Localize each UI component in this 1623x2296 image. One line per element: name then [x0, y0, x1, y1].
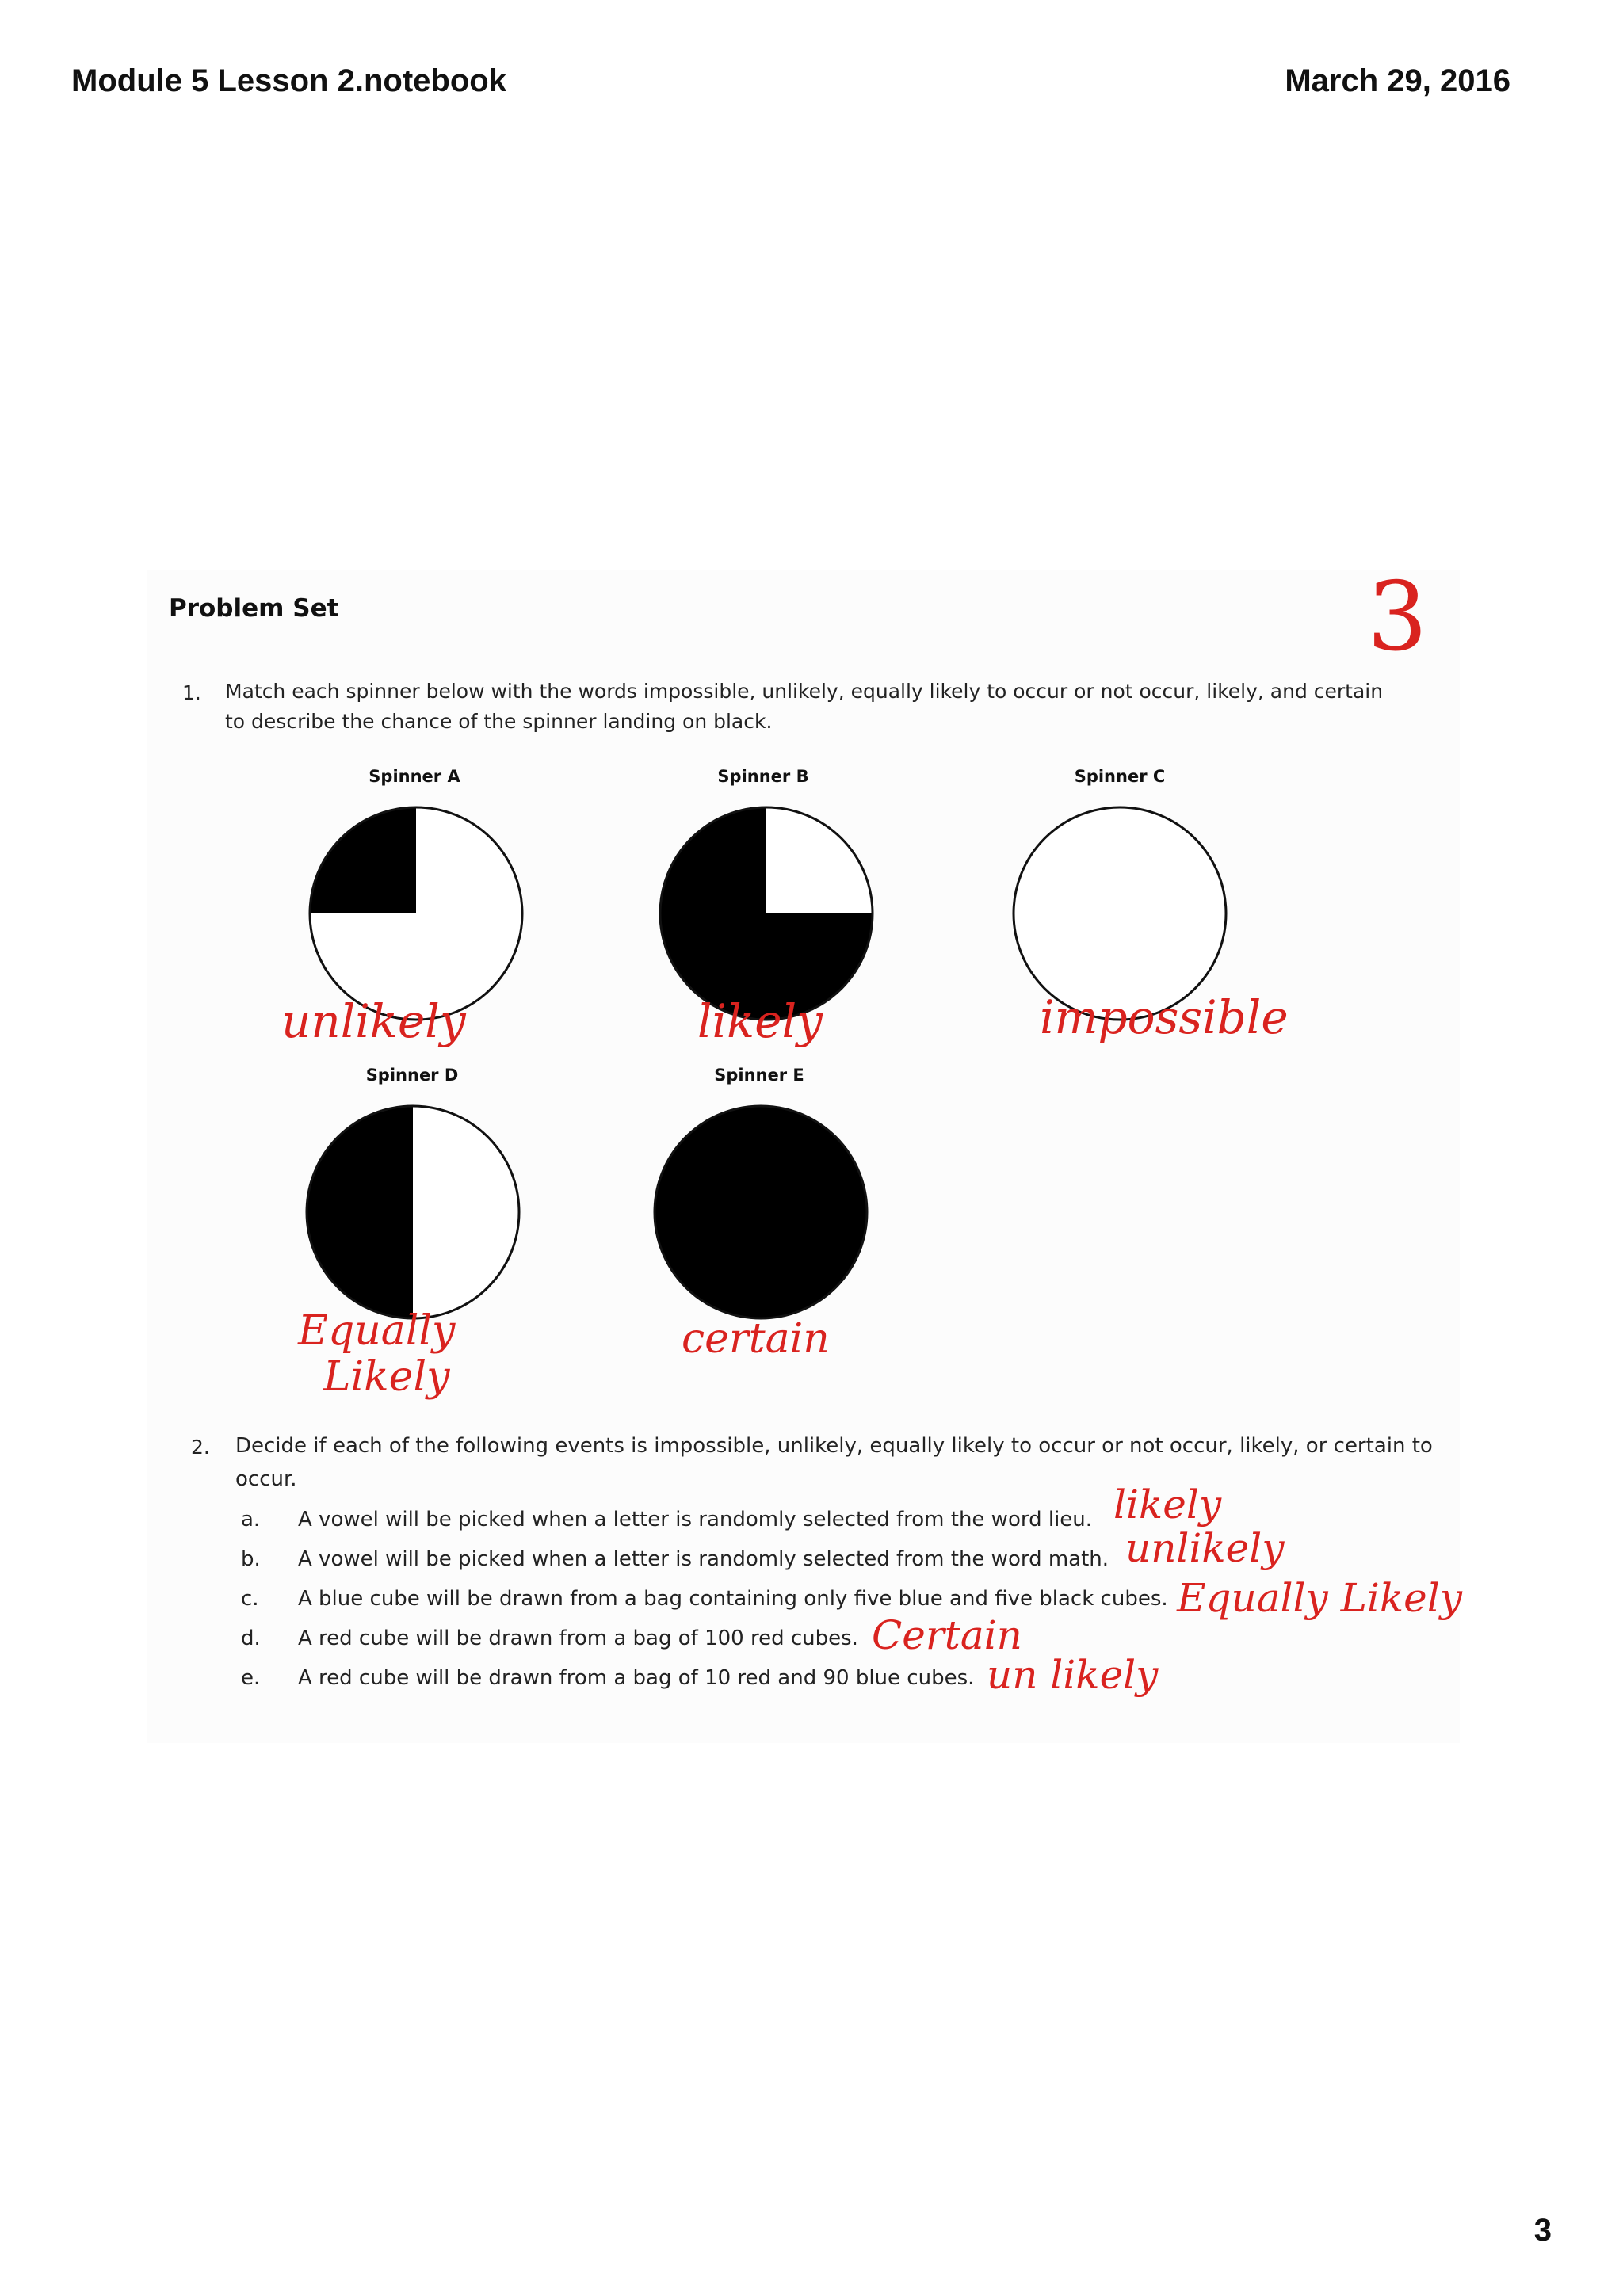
item-text: A vowel will be picked when a letter is randomly selected from the word lieu. [298, 1508, 1093, 1531]
q2-item-a [241, 1508, 1092, 1531]
q2-item-c [241, 1587, 1168, 1611]
item-letter: c. [241, 1587, 259, 1611]
item-letter: d. [241, 1627, 261, 1650]
q2-item-d [241, 1627, 858, 1650]
spinner-a-answer: unlikely [281, 994, 466, 1048]
item-text: A red cube will be drawn from a bag of 100 red cubes. [298, 1627, 858, 1650]
spinner-c-label: Spinner C [1074, 767, 1166, 786]
q2-item-c-answer: Equally Likely [1177, 1575, 1462, 1621]
spinner-d-answer-line1: Equally [298, 1307, 456, 1355]
q2-number: 2. [191, 1436, 210, 1459]
q2-item-b-answer: unlikely [1125, 1525, 1285, 1571]
spinner-e [650, 1101, 872, 1323]
spinner-a-label: Spinner A [369, 767, 460, 786]
q2-item-e [241, 1666, 974, 1690]
spinner-black-sector [307, 1106, 413, 1318]
item-text: A blue cube will be drawn from a bag containing only five blue and five black cubes. [298, 1587, 1168, 1611]
q2-item-d-answer: Certain [872, 1612, 1022, 1658]
q2-text-line2: occur. [235, 1467, 297, 1491]
spinner-d-answer-line2: Likely [323, 1353, 450, 1401]
item-text: A red cube will be drawn from a bag of 10 red and 90 blue cubes. [298, 1666, 975, 1690]
q2-text-line1: Decide if each of the following events is impossible, unlikely, equally likely to occur or not occur, likely, or certain to [235, 1434, 1433, 1458]
item-letter: b. [241, 1547, 261, 1571]
item-text: A vowel will be picked when a letter is randomly selected from the word math. [298, 1547, 1109, 1571]
q1-text-line1: Match each spinner below with the words impossible, unlikely, equally likely to occur or not occur, likely, and certain [225, 680, 1384, 703]
handwritten-corner-mark: 3 [1367, 563, 1428, 673]
spinner-b-answer: likely [697, 994, 823, 1048]
item-letter: e. [241, 1666, 261, 1690]
problem-set-title: Problem Set [169, 594, 339, 623]
spinner-black-sector [310, 807, 416, 913]
spinner-e-answer: certain [682, 1315, 830, 1363]
q2-item-e-answer: un likely [987, 1652, 1159, 1698]
q1-text-line2: to describe the chance of the spinner landing on black. [225, 710, 773, 733]
spinner-d [302, 1101, 524, 1323]
item-letter: a. [241, 1508, 261, 1531]
q1-number: 1. [182, 681, 201, 704]
notebook-title: Module 5 Lesson 2.notebook [71, 63, 506, 98]
q2-item-b [241, 1547, 1109, 1571]
q2-item-a-answer: likely [1113, 1482, 1222, 1527]
spinner-e-label: Spinner E [714, 1066, 804, 1085]
spinner-b-label: Spinner B [717, 767, 809, 786]
spinner-c-answer: impossible [1040, 990, 1289, 1044]
spinner-d-label: Spinner D [365, 1066, 459, 1085]
spinner-b [655, 803, 877, 1024]
page-number: 3 [1533, 2213, 1552, 2248]
notebook-date: March 29, 2016 [1285, 63, 1510, 98]
spinner-a [305, 803, 527, 1024]
